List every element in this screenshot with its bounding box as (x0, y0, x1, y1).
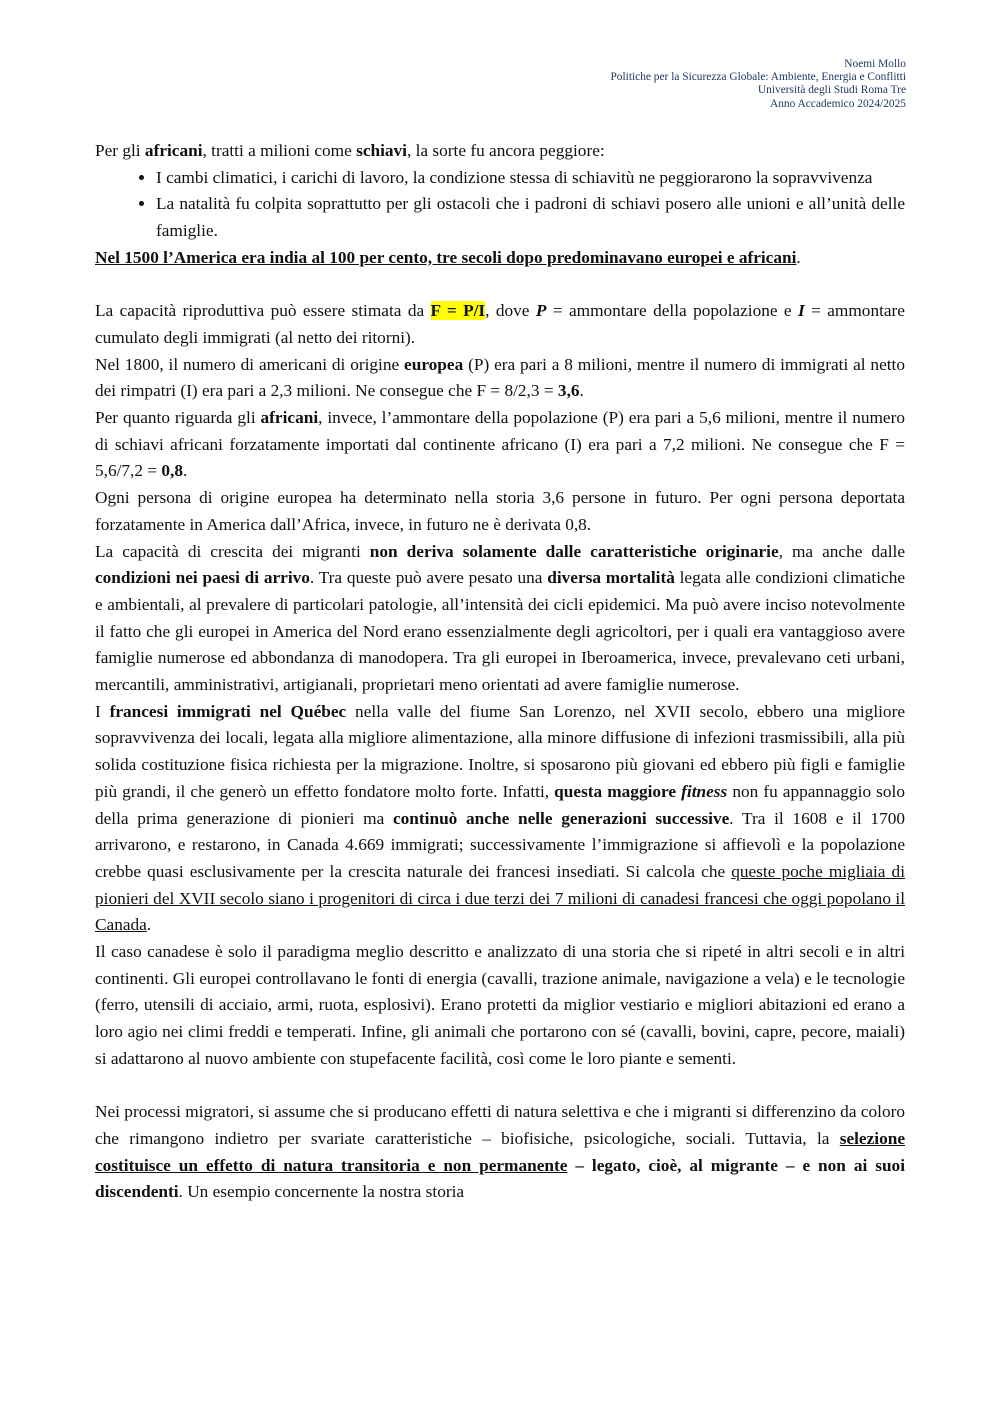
header-course: Politiche per la Sicurezza Globale: Ambiente, Energia e Conflitti (610, 71, 906, 84)
document-body (95, 138, 905, 1206)
paragraph-africans-1800: Per quanto riguarda gli africani, invece, l’ammontare della popolazione (P) era pari a 5,6 milioni, mentre il numero di schiavi africani forzatamente importati dal continente africano (I) era pari a 7,2 milioni. Ne consegue che F = 5,6/7,2 = 0,8. (95, 408, 905, 481)
paragraph-quebec: I francesi immigrati nel Québec nella valle del fiume San Lorenzo, nel XVII secolo, ebbero una migliore sopravvivenza dei locali, legata alla migliore alimentazione, alla minore diffusione di infezioni trasmissibili, alla più solida costituzione fisica richiesta per la migrazione. Inoltre, si sposarono più giovani ed ebbero più figli e famiglie più grandi, il che generò un effetto fondatore molto forte. Infatti, questa maggiore fitness non fu appannaggio solo della prima generazione di pionieri ma continuò anche nelle generazioni successive. Tra il 1608 e il 1700 arrivarono, e restarono, in Canada 4.669 immigrati; successivamente l’immigrazione si affievolì e la popolazione crebbe quasi esclusivamente per la crescita naturale dei francesi insediati. Si calcola che queste poche migliaia di pionieri del XVII secolo siano i progenitori di circa i due terzi dei 7 milioni di canadesi francesi che oggi popolano il Canada. (95, 701, 905, 935)
header-academic-year: Anno Accademico 2024/2025 (769, 97, 906, 110)
page-header (610, 58, 906, 111)
bullet-list (95, 165, 905, 245)
paragraph-america-1500: Nel 1500 l’America era india al 100 per cento, tre secoli dopo predominavano europei e africani. (95, 247, 801, 267)
header-university: Università degli Studi Roma Tre (757, 84, 906, 97)
paragraph-spacer (95, 1073, 905, 1100)
paragraph-africans-intro: Per gli africani, tratti a milioni come schiavi, la sorte fu ancora peggiore: (95, 141, 605, 160)
list-item: • La natalità fu colpita soprattutto per gli ostacoli che i padroni di schiavi posero alle unioni e all’unità delle famiglie. (156, 191, 905, 244)
highlighted-formula: F = P/I (430, 301, 486, 321)
paragraph-europeans-1800: Nel 1800, il numero di americani di origine europea (P) era pari a 8 milioni, mentre il numero di immigrati al netto dei rimpatri (I) era pari a 2,3 milioni. Ne consegue che F = 8/2,3 = 3,6. (95, 354, 905, 401)
list-item: • I cambi climatici, i carichi di lavoro, la condizione stessa di schiavitù ne peggiorarono la sopravvivenza (156, 165, 905, 192)
paragraph-migration-selection: Nei processi migratori, si assume che si producano effetti di natura selettiva e che i migranti si differenzino da coloro che rimangono indietro per svariate caratteristiche – biofisiche, psicologiche, sociali. Tuttavia, la selezione costituisce un effetto di natura transitoria e non permanente – legato, cioè, al migrante – e non ai suoi discendenti. Un esempio concernente la nostra storia (95, 1102, 906, 1202)
paragraph-growth-capacity: La capacità di crescita dei migranti non deriva solamente dalle caratteristiche originarie, ma anche dalle condizioni nei paesi di arrivo. Tra queste può avere pesato una diversa mortalità legata alle condizioni climatiche e ambientali, al prevalere di particolari patologie, all’intensità dei cicli epidemici. Ma può avere inciso notevolmente il fatto che gli europei in America del Nord erano essenzialmente degli agricoltori, per i quali era vantaggioso avere famiglie numerose ed abbondanza di manodopera. Tra gli europei in Iberoamerica, invece, prevalevano ceti urbani, mercantili, amministrativi, artigianali, proprietari meno orientati ad avere famiglie numerose. (95, 541, 905, 695)
paragraph-persons-future: Ogni persona di origine europea ha determinato nella storia 3,6 persone in futuro. Per ogni persona deportata forzatamente in America dall’Africa, invece, in futuro ne è derivata 0,8. (95, 488, 905, 534)
paragraph-reproductive-capacity: La capacità riproduttiva può essere stimata da F = P/I, dove P = ammontare della popolazione e I = ammontare cumulato degli immigrati (al netto dei ritorni). (95, 301, 905, 347)
paragraph-spacer (95, 272, 905, 299)
paragraph-canadian-case: Il caso canadese è solo il paradigma meglio descritto e analizzato di una storia che si ripeté in altri secoli e in altri continenti. Gli europei controllavano le fonti di energia (cavalli, trazione animale, navigazione a vela) e le tecnologie (ferro, utensili di acciaio, armi, ruota, esplosivi). Erano protetti da miglior vestiario e migliori abitazioni ed erano a loro agio nei climi freddi e temperati. Infine, gli animali che portarono con sé (cavalli, bovini, capre, pecore, maiali) si adattarono al nuovo ambiente con stupefacente facilità, così come le loro piante e sementi. (95, 942, 905, 1068)
header-author: Noemi Mollo (844, 58, 906, 70)
